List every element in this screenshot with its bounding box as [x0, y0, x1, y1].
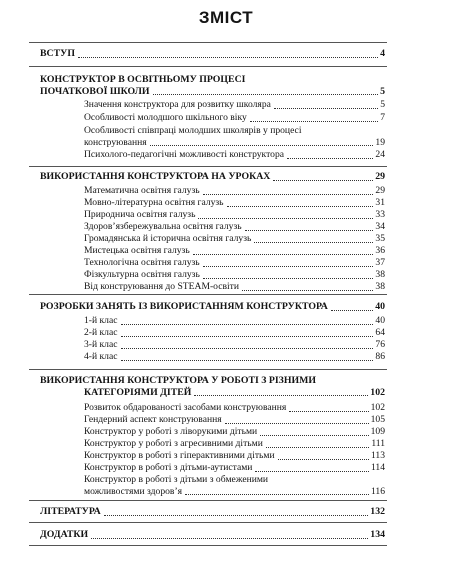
toc-entry-page: 19	[375, 136, 385, 148]
toc-entry-label: Природнича освітня галузь	[84, 209, 196, 220]
toc-item[interactable]	[84, 450, 385, 462]
toc-entry-label: Гендерний аспект конструювання	[84, 414, 222, 425]
toc-entry-page: 102	[370, 386, 385, 398]
toc-entry-label: Психолого-педагогічні можливості конструктора	[84, 149, 285, 160]
toc-item[interactable]	[84, 149, 385, 161]
dot-leader	[198, 217, 373, 219]
toc-entry-label: Фізкультурна освітня галузь	[84, 269, 200, 280]
toc-entry-label: Технологічна освітня галузь	[84, 257, 200, 268]
toc-section-title-line: КОНСТРУКТОР В ОСВІТНЬОМУ ПРОЦЕСІ	[40, 74, 246, 85]
toc-item[interactable]	[84, 125, 385, 148]
divider	[29, 66, 387, 67]
toc-item[interactable]	[84, 327, 385, 339]
toc-entry-page: 40	[375, 301, 385, 312]
toc-entry-label: 4-й клас	[84, 351, 118, 362]
toc-entry-label: Здоров’язбережувальна освітня галузь	[84, 221, 242, 232]
divider	[29, 42, 387, 43]
toc-entry-label-line: Конструктор в роботі з дітьми з обмеженими	[84, 474, 269, 485]
dot-leader	[185, 493, 369, 495]
toc-item[interactable]	[84, 112, 385, 124]
toc-entry-page: 38	[375, 281, 385, 292]
dot-leader	[121, 347, 374, 349]
dot-leader	[331, 309, 373, 311]
dot-leader	[104, 514, 369, 516]
dot-leader	[203, 277, 374, 279]
dot-leader	[121, 359, 374, 361]
toc-entry-page: 114	[370, 462, 385, 473]
divider	[29, 166, 387, 167]
dot-leader	[153, 93, 379, 95]
toc-entry-page: 40	[375, 315, 385, 326]
toc-entry-page: 29	[375, 171, 385, 182]
divider	[29, 369, 387, 370]
dot-leader	[287, 157, 373, 159]
toc-section-title: РОЗРОБКИ ЗАНЯТЬ ІЗ ВИКОРИСТАННЯМ КОНСТРУКТОРА	[40, 301, 328, 312]
toc-entry-page: 102	[370, 402, 385, 413]
toc-entry-label: 3-й клас	[84, 339, 118, 350]
toc-item[interactable]	[84, 426, 385, 438]
toc-entry-page: 35	[375, 233, 385, 244]
dot-leader	[225, 422, 369, 424]
toc-entry-label: 1-й клас	[84, 315, 118, 326]
dot-leader	[273, 179, 373, 181]
dot-leader	[274, 107, 378, 109]
dot-leader	[260, 434, 368, 436]
toc-entry-label: Математична освітня галузь	[84, 185, 200, 196]
toc-entry-page: 4	[380, 48, 385, 59]
dot-leader	[193, 253, 374, 255]
dot-leader	[266, 446, 369, 448]
toc-entry-label: Мовно-літературна освітня галузь	[84, 197, 224, 208]
toc-entry-page: 34	[375, 221, 385, 232]
dot-leader	[194, 394, 368, 396]
divider	[29, 545, 387, 546]
toc-entry-page: 36	[375, 245, 385, 256]
toc-entry-page: 31	[375, 197, 385, 208]
toc-entry-label: 2-й клас	[84, 327, 118, 338]
divider	[29, 294, 387, 295]
toc-item[interactable]	[84, 339, 385, 351]
toc-item[interactable]	[84, 462, 385, 474]
toc-item[interactable]	[84, 402, 385, 414]
toc-entry-page: 29	[375, 185, 385, 196]
toc-entry-page: 132	[370, 506, 385, 517]
toc-entry-label: конструювання	[84, 136, 147, 148]
toc-section-title-line: КАТЕГОРІЯМИ ДІТЕЙ	[84, 386, 192, 398]
dot-leader	[227, 205, 374, 207]
toc-entry-page: 5	[380, 99, 385, 110]
toc-entry-page: 105	[370, 414, 385, 425]
dot-leader	[78, 56, 378, 58]
toc-item[interactable]	[84, 257, 385, 269]
toc-entry-page: 86	[375, 351, 385, 362]
toc-entry-label: ВСТУП	[40, 48, 75, 59]
toc-entry-label: Від конструювання до STEAM-освіти	[84, 281, 239, 292]
divider	[29, 500, 387, 501]
toc-entry-page: 7	[380, 112, 385, 123]
dot-leader	[150, 144, 374, 146]
toc-section-1[interactable]	[40, 74, 385, 97]
divider	[29, 522, 387, 523]
page-title: ЗМІСТ	[198, 8, 254, 27]
dot-leader	[278, 458, 369, 460]
toc-item[interactable]	[84, 474, 385, 497]
toc-entry-label: ЛІТЕРАТУРА	[40, 506, 101, 517]
dot-leader	[242, 289, 373, 291]
toc-entry-label: Розвиток обдарованості засобами конструювання	[84, 402, 287, 413]
toc-entry-label: Конструктор у роботі з агресивними дітьми	[84, 438, 263, 449]
toc-entry-page: 24	[375, 149, 385, 160]
dot-leader	[250, 120, 378, 122]
toc-section-4[interactable]	[40, 375, 385, 398]
toc-entry-page: 5	[380, 85, 385, 97]
toc-item[interactable]	[84, 245, 385, 257]
toc-entry-page: 76	[375, 339, 385, 350]
dot-leader	[121, 335, 374, 337]
dot-leader	[289, 410, 368, 412]
toc-section-title: ВИКОРИСТАННЯ КОНСТРУКТОРА НА УРОКАХ	[40, 171, 271, 182]
toc-entry-label: Громадянська й історична освітня галузь	[84, 233, 252, 244]
toc-entry-label: можливостями здоров’я	[84, 485, 183, 497]
toc-entry-page: 64	[375, 327, 385, 338]
toc-entry-literature[interactable]	[40, 506, 385, 518]
toc-item[interactable]	[84, 185, 385, 197]
toc-entry-page: 116	[370, 485, 385, 497]
dot-leader	[203, 265, 374, 267]
toc-entry-page: 109	[370, 426, 385, 437]
toc-item[interactable]	[84, 351, 385, 363]
toc-entry-label-line: Особливості співпраці молодших школярів у процесі	[84, 125, 302, 136]
toc-entry-page: 111	[371, 438, 385, 449]
toc-item[interactable]	[84, 269, 385, 281]
toc-entry-page: 38	[375, 269, 385, 280]
toc-entry-label: Конструктор в роботі з гіперактивними дітьми	[84, 450, 275, 461]
toc-section-3[interactable]	[40, 301, 385, 313]
toc-item[interactable]	[84, 209, 385, 221]
dot-leader	[254, 241, 373, 243]
dot-leader	[245, 229, 374, 231]
toc-item[interactable]	[84, 197, 385, 209]
toc-entry-page: 33	[375, 209, 385, 220]
dot-leader	[255, 470, 369, 472]
toc-item[interactable]	[84, 99, 385, 111]
toc-item[interactable]	[84, 281, 385, 293]
toc-entry-label: ДОДАТКИ	[40, 529, 89, 540]
toc-item[interactable]	[84, 414, 385, 426]
toc-entry-label: Конструктор в роботі з дітьми-аутистами	[84, 462, 253, 473]
dot-leader	[121, 323, 374, 325]
toc-item[interactable]	[84, 438, 385, 450]
dot-leader	[91, 537, 368, 539]
toc-item[interactable]	[84, 315, 385, 327]
toc-entry-label: Мистецька освітня галузь	[84, 245, 190, 256]
toc-entry-intro[interactable]	[40, 48, 385, 60]
toc-entry-label: Значення конструктора для розвитку школяра	[84, 99, 271, 110]
toc-entry-label: Конструктор у роботі з ліворукими дітьми	[84, 426, 258, 437]
toc-item[interactable]	[84, 233, 385, 245]
toc-section-2[interactable]	[40, 171, 385, 183]
toc-section-title-line: ПОЧАТКОВОЇ ШКОЛИ	[40, 85, 150, 97]
toc-item[interactable]	[84, 221, 385, 233]
dot-leader	[203, 193, 374, 195]
toc-entry-page: 134	[370, 529, 385, 540]
toc-entry-label: Особливості молодшого шкільного віку	[84, 112, 247, 123]
toc-entry-appendices[interactable]	[40, 529, 385, 541]
toc-entry-page: 113	[370, 450, 385, 461]
toc-entry-page: 37	[375, 257, 385, 268]
toc-section-title-line: ВИКОРИСТАННЯ КОНСТРУКТОРА У РОБОТІ З РІЗНИМИ	[40, 375, 316, 386]
